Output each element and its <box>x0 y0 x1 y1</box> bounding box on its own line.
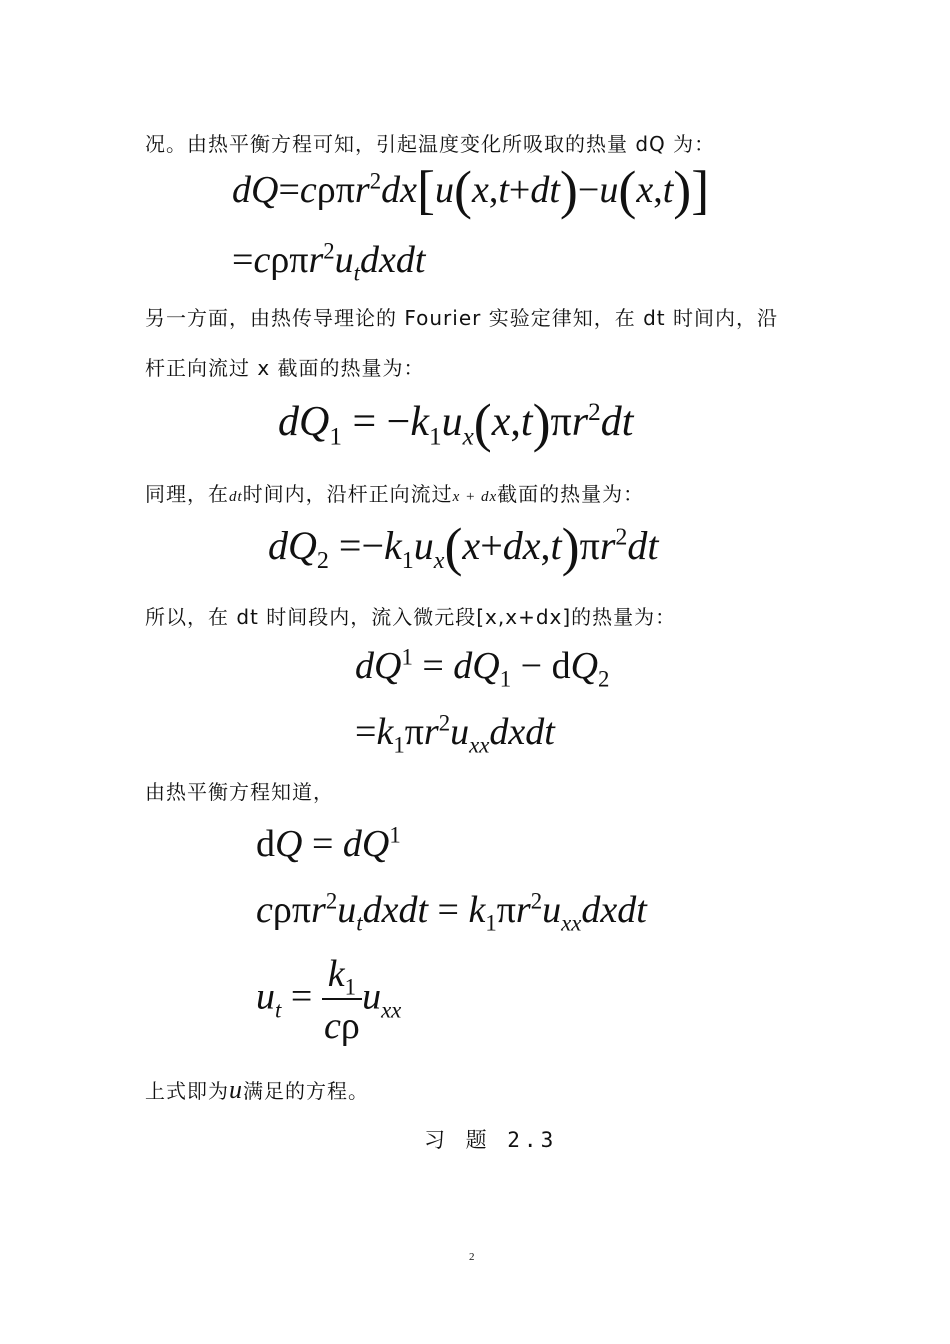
equation-balance-1: dQ = $dQ^1$ <box>256 822 401 865</box>
equation-dq2: $dQ_2 =-k_1u_x(x+dx,t)\pi r^2dt$ <box>268 517 659 577</box>
inline-dt: dt <box>229 489 243 505</box>
paragraph-similarly <box>145 478 644 507</box>
equation-balance-2: $c\rho\pi r^2u_tdxdt$ = $k_1\pi r^2u_{xx}dxdt$ <box>256 888 647 936</box>
equation-heat-absorbed-simplified: $=c\rho\pi r^2u_tdxdt$ <box>232 238 426 286</box>
paragraph-balance: 由热平衡方程知道， <box>145 780 334 804</box>
page-number: 2 <box>469 1251 475 1263</box>
paragraph-flow-through-x: 杆正向流过 x 截面的热量为： <box>145 356 425 380</box>
paragraph-conclusion <box>145 1075 369 1105</box>
equation-heat-pde: $u_t$ = $\frac{k_1}{c\rho}$ $u_{xx}$ <box>256 953 402 1047</box>
text-similarly-lead: 同理，在 <box>145 482 229 506</box>
equation-heat-absorbed: dQ=cρπr$^2$dx[u(x,t+dt)−u(x,t)] <box>232 160 710 220</box>
text-cross-section: 截面的热量为： <box>497 482 645 506</box>
equation-dq1: $dQ_1 = -k_1u_x(x,t)\pi r^2dt$ <box>278 393 634 453</box>
section-title: 习 题 2.3 <box>424 1128 558 1152</box>
inline-x-plus-dx: x + dx <box>452 489 498 505</box>
paragraph-fourier-law: 另一方面，由热传导理论的 Fourier 实验定律知，在 dt 时间内，沿 <box>145 306 778 330</box>
text-conclusion-lead: 上式即为 <box>145 1079 229 1103</box>
paragraph-net-inflow: 所以，在 dt 时间段内，流入微元段[x,x+dx]的热量为： <box>145 605 677 629</box>
equation-net-heat-simplified: $=k_1\pi r^2u_{xx}dxdt$ <box>355 710 555 758</box>
equation-net-heat: $dQ^1 = dQ_1 - dQ_2$ <box>355 644 610 692</box>
paragraph-intro: 况。由热平衡方程可知，引起温度变化所吸取的热量 dQ 为： <box>145 132 716 156</box>
fraction-k1-over-c-rho: $\frac{k_1}{c\rho}$ <box>322 952 362 1048</box>
text-time-flow: 时间内，沿杆正向流过 <box>242 482 453 506</box>
text-conclusion-tail: 满足的方程。 <box>243 1079 369 1103</box>
inline-u: u <box>229 1075 243 1104</box>
